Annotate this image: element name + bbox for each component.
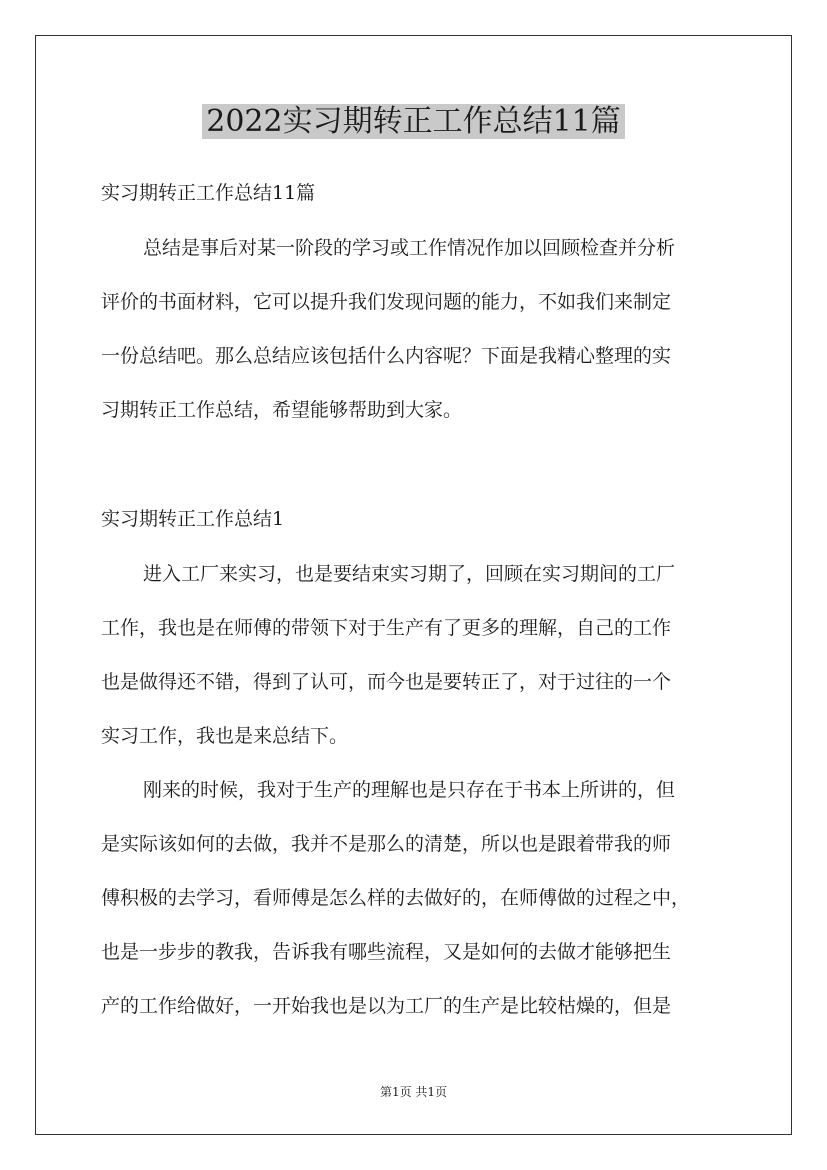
document-title: 2022实习期转正工作总结11篇 [0, 100, 827, 144]
paragraph-line: 傅积极的去学习，看师傅是怎么样的去做好的，在师傅做的过程之中， [101, 887, 691, 909]
page-footer: 第1页 共1页 [379, 1085, 448, 1099]
paragraph-line: 工作，我也是在师傅的带领下对于生产有了更多的理解，自己的工作 [101, 617, 672, 639]
intro-line: 评价的书面材料，它可以提升我们发现问题的能力，不如我们来制定 [101, 291, 672, 313]
paragraph-line: 也是一步步的教我，告诉我有哪些流程，又是如何的去做才能够把生 [101, 941, 672, 963]
paragraph-line: 也是做得还不错，得到了认可，而今也是要转正了，对于过往的一个 [101, 671, 672, 693]
paragraph-line: 进入工厂来实习，也是要结束实习期了，回顾在实习期间的工厂 [143, 563, 676, 585]
intro-line: 习期转正工作总结，希望能够帮助到大家。 [101, 399, 463, 421]
paragraph-line: 刚来的时候，我对于生产的理解也是只存在于书本上所讲的，但 [143, 779, 676, 801]
intro-line: 总结是事后对某一阶段的学习或工作情况作加以回顾检查并分析 [143, 237, 676, 259]
intro-line: 一份总结吧。那么总结应该包括什么内容呢？下面是我精心整理的实 [101, 345, 672, 367]
document-subtitle: 实习期转正工作总结11篇 [101, 182, 316, 204]
paragraph-line: 是实际该如何的去做，我并不是那么的清楚，所以也是跟着带我的师 [101, 833, 672, 855]
paragraph-line: 产的工作给做好，一开始我也是以为工厂的生产是比较枯燥的，但是 [101, 995, 672, 1017]
paragraph-line: 实习工作，我也是来总结下。 [101, 725, 349, 747]
section-heading: 实习期转正工作总结1 [101, 508, 285, 530]
